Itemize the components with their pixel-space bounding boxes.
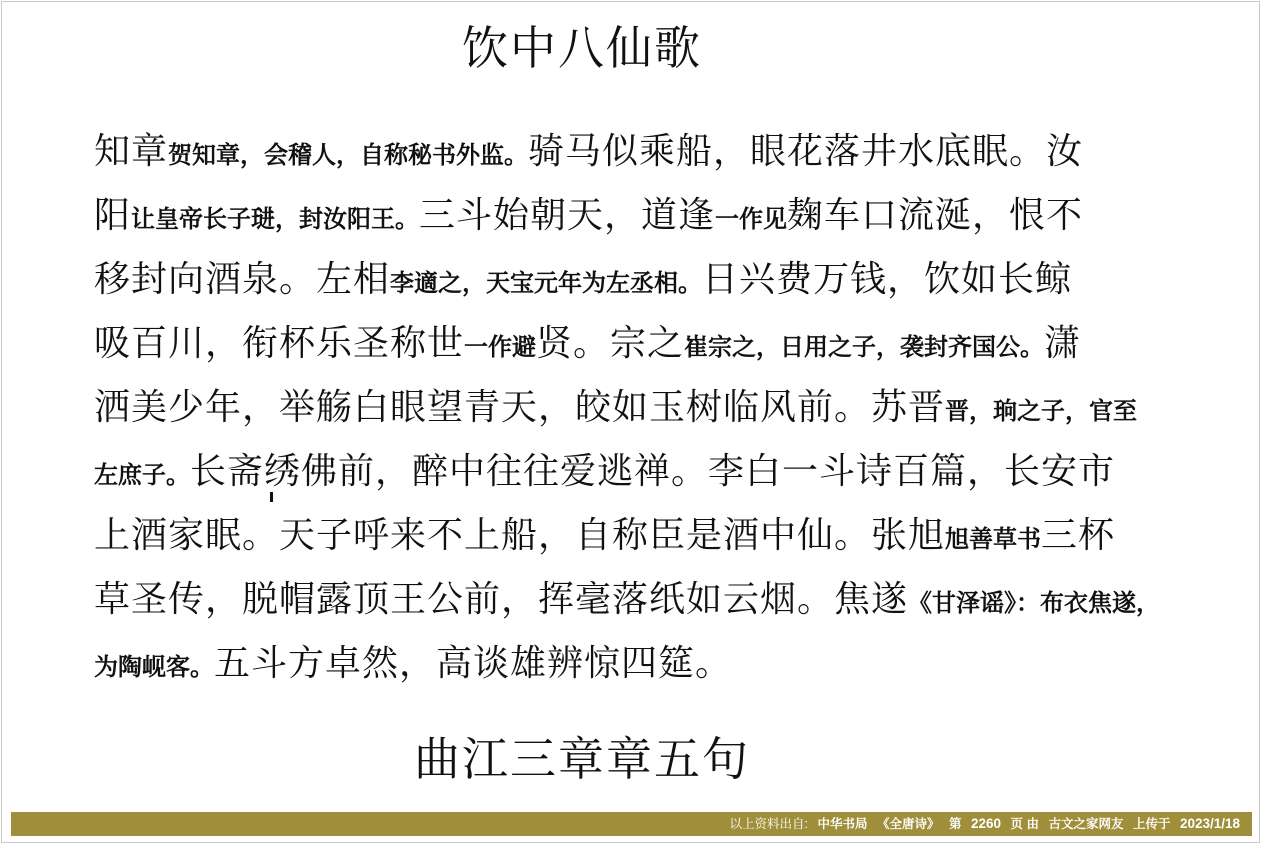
verse-text: 草圣传，脱帽露顶王公前，挥毫落纸如云烟。焦遂 — [94, 579, 909, 620]
annotation-text: 为陶岘客。 — [94, 652, 214, 681]
verse-text: 吸百川，衔杯乐圣称世 — [94, 323, 465, 364]
poem-line — [94, 376, 1184, 440]
footer-source-label: 以上资料出自: — [729, 817, 808, 831]
verse-text: 上酒家眠。天子呼来不上船，自称臣是酒中仙。张旭 — [94, 515, 946, 556]
source-footer — [11, 812, 1252, 836]
footer-date: 2023/1/18 — [1179, 816, 1240, 831]
footer-page-number: 2260 — [970, 816, 1001, 831]
annotation-text: 一作见 — [715, 204, 788, 233]
verse-text: 移封向酒泉。左相 — [94, 259, 391, 300]
verse-text: 贤。宗之 — [536, 323, 685, 364]
verse-text: 五斗方卓然，高谈雄辨惊四筵。 — [214, 643, 733, 684]
footer-page-suffix: 页 由 — [1010, 817, 1039, 831]
annotation-text: 《甘泽谣》：布衣焦遂， — [908, 588, 1161, 617]
print-mark — [270, 492, 273, 502]
annotation-text: 贺知章，会稽人，自称秘书外监。 — [168, 140, 529, 169]
verse-text: 三斗始朝天，道逢 — [419, 195, 716, 236]
next-poem-title: 曲江三章章五句 — [414, 732, 750, 786]
footer-uploader[interactable]: 古文之家网友 — [1048, 817, 1124, 831]
verse-text: 三杯 — [1041, 515, 1116, 556]
annotation-text: 李適之，天宝元年为左丞相。 — [390, 268, 703, 297]
poem-line — [94, 312, 1184, 376]
annotation-text: 左庶子。 — [94, 460, 190, 489]
footer-publisher: 中华书局 — [817, 817, 868, 831]
verse-text: 洒美少年，举觞白眼望青天，皎如玉树临风前。苏晋 — [94, 387, 946, 428]
page-frame — [1, 1, 1260, 843]
verse-text: 长斋绣佛前，醉中往往爱逃禅。李白一斗诗百篇，长安市 — [190, 451, 1116, 492]
poem-line — [94, 568, 1184, 632]
annotation-text: 崔宗之，日用之子，袭封齐国公。 — [684, 332, 1045, 361]
poem-line — [94, 184, 1184, 248]
verse-text: 麹车口流涎，恨不 — [787, 195, 1084, 236]
poem-title: 饮中八仙歌 — [462, 21, 702, 75]
poem-line — [94, 440, 1184, 504]
poem-line — [94, 632, 1184, 696]
poem-line — [94, 248, 1184, 312]
verse-text: 日兴费万钱，饮如长鲸 — [702, 259, 1073, 300]
annotation-text: 旭善草书 — [945, 524, 1042, 553]
annotation-text: 一作避 — [464, 332, 537, 361]
verse-text: 骑马似乘船，眼花落井水底眠。汝 — [528, 131, 1084, 172]
poem-line — [94, 504, 1184, 568]
verse-text: 阳 — [94, 195, 132, 236]
annotation-text: 让皇帝长子琎，封汝阳王。 — [131, 204, 420, 233]
footer-book: 《全唐诗》 — [876, 817, 940, 831]
footer-upload-label: 上传于 — [1132, 817, 1171, 831]
verse-text: 潇 — [1044, 323, 1082, 364]
poem-body — [94, 120, 1184, 696]
poem-line — [94, 120, 1184, 184]
footer-page-prefix: 第 — [948, 817, 962, 831]
verse-text: 知章 — [94, 131, 169, 172]
annotation-text: 晋，珦之子，官至 — [945, 396, 1138, 425]
